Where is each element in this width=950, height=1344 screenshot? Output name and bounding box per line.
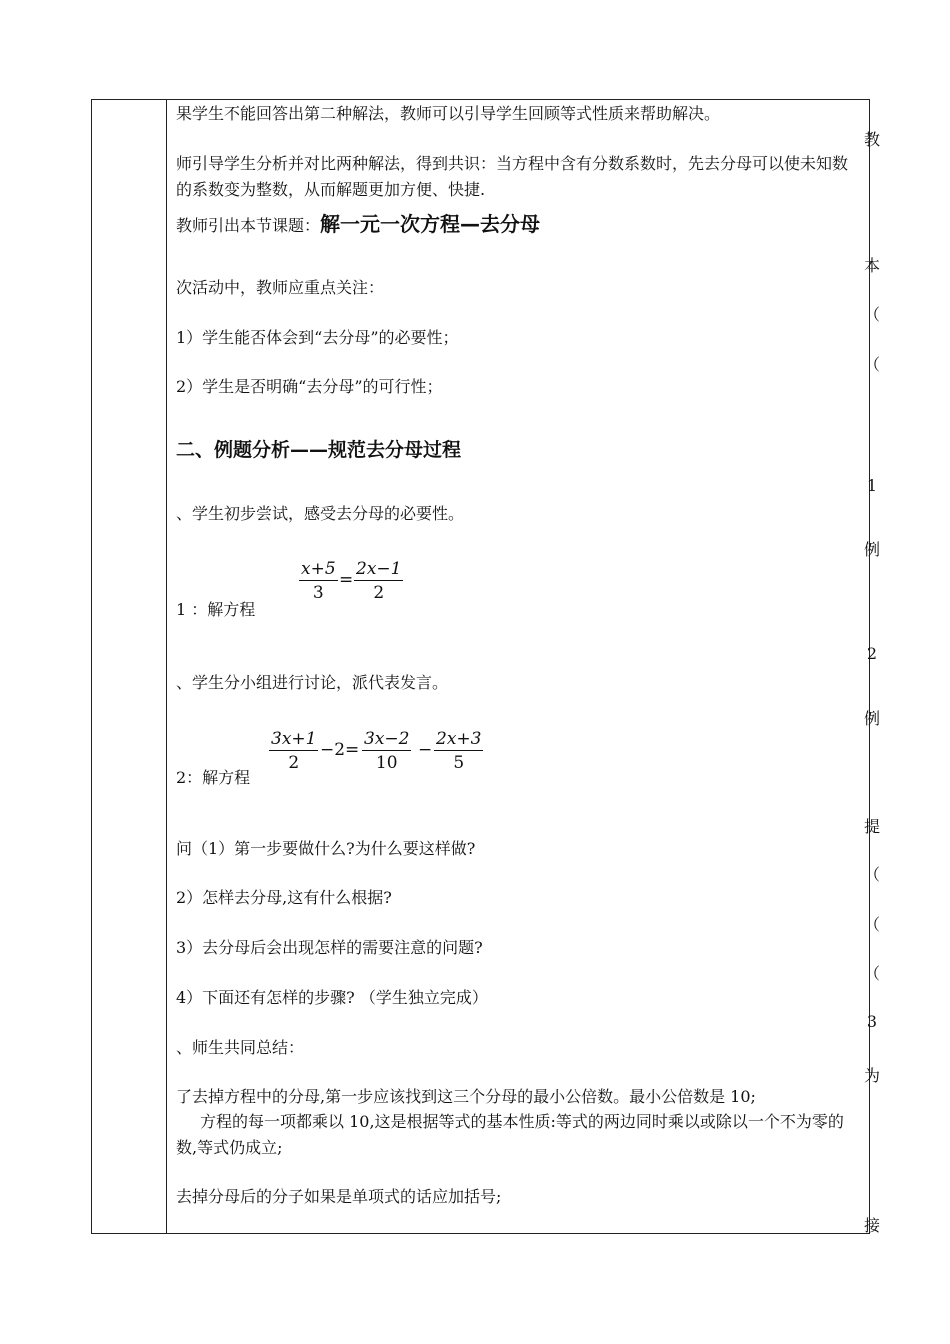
fraction: 2x−1 2 xyxy=(356,559,402,603)
margin-char: （ xyxy=(863,915,880,934)
question-2: 2）怎样去分母,这有什么根据? xyxy=(176,888,392,907)
paragraph: 方程的每一项都乘以 10,这是根据等式的基本性质:等式的两边同时乘以或除以一个不为零的数,等式仍成立; xyxy=(176,1112,844,1157)
paragraph: 2）学生是否明确“去分母”的可行性； xyxy=(176,377,443,396)
left-column-cell xyxy=(91,99,167,1234)
margin-char: 教 xyxy=(863,130,880,149)
margin-char: 例 xyxy=(863,709,880,728)
margin-char: 1 xyxy=(866,476,878,495)
question-1: 问（1）第一步要做什么?为什么要这样做? xyxy=(176,839,476,858)
example-1-label: 1 ：解方程 xyxy=(176,600,256,619)
topic-prefix: 教师引出本节课题： xyxy=(176,216,321,235)
section-heading: 二、例题分析——规范去分母过程 xyxy=(176,439,462,461)
fraction: 3x−2 10 xyxy=(364,729,410,773)
margin-char: 提 xyxy=(863,817,880,836)
fraction: x+5 3 xyxy=(301,559,336,603)
lesson-table xyxy=(91,99,870,1234)
paragraph: 、师生共同总结： xyxy=(176,1038,305,1057)
margin-char: （ xyxy=(863,865,880,884)
margin-char: 为 xyxy=(863,1066,880,1085)
margin-char: （ xyxy=(863,355,880,374)
margin-char: 3 xyxy=(866,1012,878,1031)
margin-char: （ xyxy=(863,964,880,983)
paragraph: 果学生不能回答出第二种解法，教师可以引导学生回顾等式性质来帮助解决。 xyxy=(176,104,721,123)
paragraph: 去掉分母后的分子如果是单项式的话应加括号; xyxy=(176,1187,502,1206)
paragraph: 、学生初步尝试，感受去分母的必要性。 xyxy=(176,504,465,523)
margin-char: 2 xyxy=(866,644,878,663)
fraction: 2x+3 5 xyxy=(436,729,482,773)
minus-sign: − xyxy=(418,740,433,760)
lesson-title: 解一元一次方程—去分母 xyxy=(320,212,541,236)
margin-char: 例 xyxy=(863,540,880,559)
minus-two-equals: −2= xyxy=(320,740,360,760)
equals-sign: = xyxy=(339,570,354,590)
example-2-label: 2：解方程 xyxy=(176,768,251,787)
paragraph: 、学生分小组进行讨论，派代表发言。 xyxy=(176,673,449,692)
fraction: 3x+1 2 xyxy=(271,729,317,773)
paragraph: 师引导学生分析并对比两种解法，得到共识：当方程中含有分数系数时，先去分母可以使未知数的系数变为整数，从而解题更加方便、快捷. xyxy=(176,154,849,199)
course-topic-line xyxy=(176,211,860,239)
paragraph: 1）学生能否体会到“去分母”的必要性； xyxy=(176,328,459,347)
question-3: 3）去分母后会出现怎样的需要注意的问题? xyxy=(176,938,483,957)
paragraph: 了去掉方程中的分母,第一步应该找到这三个分母的最小公倍数。最小公倍数是 10; xyxy=(176,1087,756,1106)
paragraph: 次活动中，教师应重点关注： xyxy=(176,278,385,297)
margin-char: 接 xyxy=(863,1216,880,1235)
margin-char: （ xyxy=(863,305,880,324)
question-4: 4）下面还有怎样的步骤? （学生独立完成） xyxy=(176,988,488,1007)
margin-char: 本 xyxy=(863,256,880,275)
